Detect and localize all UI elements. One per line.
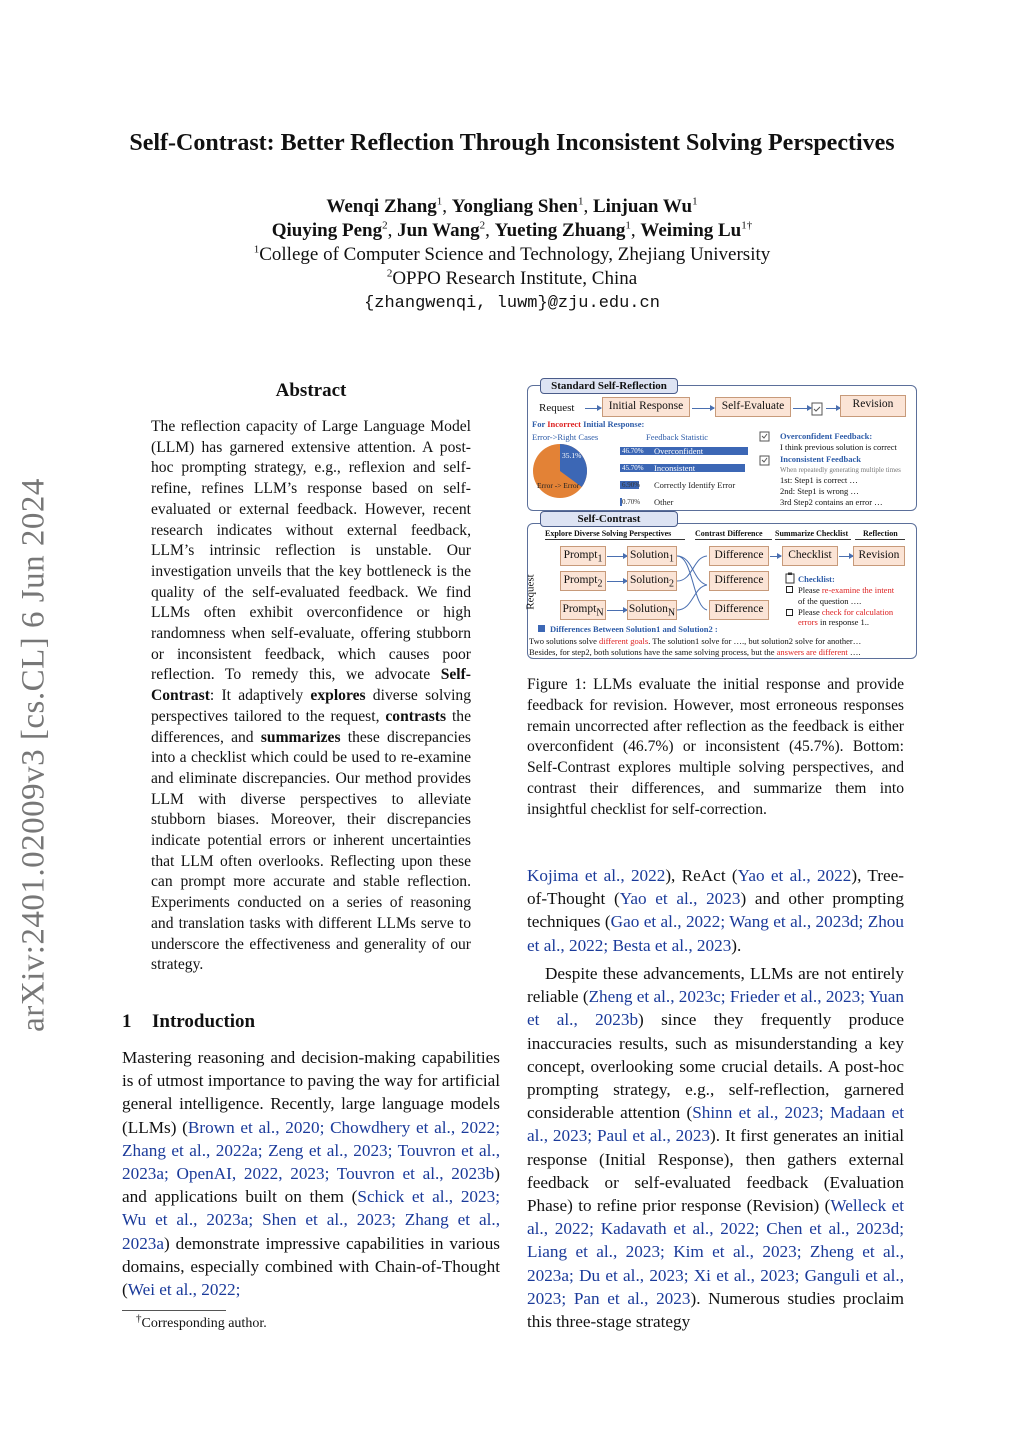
feedback-stat-title: Feedback Statistic [646,432,709,442]
prompt-node: Prompt$_N$ [560,600,606,620]
stage-header: Reflection [863,529,898,538]
author: Yueting Zhuang [494,220,626,241]
flow-arrow [585,408,601,409]
body-paragraph: Despite these advancements, LLMs are not entirely reliable (Zheng et al., 2023c; Frieder et al., 2023; Yuan et al., 2023b) since they frequently produce inaccuracies results, such as misunderstanding a key concept, overlooking some crucial details. A post-hoc prompting strategy, e.g., self-reflection, garnered considerable attention (Shinn et al., 2023; Madaan et al., 2023; Paul et al., 2023). It first generates an initial response (Initial Response), then gathers external feedback or self-evaluated feedback (Evaluation Phase) to refine prior response (Revision) (Welleck et al., 2022; Kadavath et al., 2022; Chen et al., 2023d; Liang et al., 2023; Kim et al., 2023; Zheng et al., 2023a; Du et al., 2023; Xi et al., 2023; Ganguli et al., 2023; Pan et al., 2023). Numerous studies proclaim this three-stage strategy [527,964,904,1332]
paper-title: Self-Contrast: Better Reflection Through Inconsistent Solving Perspectives [129,130,895,156]
checkbox-icon [759,431,771,443]
body-paragraph: Kojima et al., 2022), ReAct (Yao et al., 2022), Tree-of-Thought (Yao et al., 2023) and other prompting techniques (Gao et al., 2022; Wang et al., 2023d; Zhou et al., 2022; Besta et al., 2023). [527,866,904,955]
citation-link[interactable]: Zheng et al., 2023c; Frieder et al., 2023; Yuan et al., 2023b [527,987,904,1030]
difference-icon [537,624,547,634]
difference-node: Difference [709,600,769,620]
feedback-bar-percent: 6.90% [622,481,641,489]
author-email: {zhangwenqi, luwm}@zju.edu.cn [364,294,660,313]
affiliation-2: $^2$OPPO Research Institute, China [386,267,638,289]
checkbox-icon [786,586,794,594]
contrast-connectors [677,547,709,619]
footnote-rule [122,1310,226,1311]
citation-link[interactable]: Yao et al., 2023 [619,889,741,909]
pie-slice-label: Error -> Error [537,481,580,490]
checklist-heading: Checklist: [798,574,835,584]
affiliation-1: $^1$College of Computer Science and Technology, Zhejiang University [253,243,771,265]
checklist-node: Checklist [782,546,838,566]
citation-link[interactable]: Welleck et al., 2022; Kadavath et al., 2022; Chen et al., 2023d; Liang et al., 2023; Kim et al., 2023; Zheng et al., 2023a; Du et al., 2023; Xi et al., 2023; Ganguli et al., 2023; Pan et al., 2023 [527,1196,904,1308]
stage-rule [775,539,851,540]
citation-link[interactable]: Kojima et al., 2022 [527,866,666,885]
flow-arrow [770,556,781,557]
document-icon [811,401,825,417]
difference-node: Difference [709,571,769,591]
step-line: 1st: Step1 is correct … [780,475,858,485]
revision-node: Revision [840,395,906,417]
citation-link[interactable]: Wei et al., 2022; [127,1280,241,1300]
flow-arrow [839,556,853,557]
feedback-bar-label: Other [654,497,674,507]
stage-rule [545,539,685,540]
citation-link[interactable]: Yao et al., 2022 [737,866,852,885]
flow-arrow [607,610,627,611]
difference-node: Difference [709,546,769,566]
checklist-item: Please re-examine the intent [798,585,895,595]
difference-text: Two solutions solve different goals. The solution1 solve for …., but solution2 solve for another… [529,636,862,646]
flow-arrow [607,556,627,557]
inconsistent-sub: When repeatedly generating multiple times [780,466,901,474]
prompt-node: Prompt$_2$ [560,571,606,591]
self-evaluate-node: Self-Evaluate [715,397,791,417]
solution-node: Solution$_1$ [627,546,677,566]
solution-node: Solution$_2$ [627,571,677,591]
flow-arrow [607,581,627,582]
revision-node: Revision [853,546,905,566]
pie-percent: 35.1% [562,451,582,460]
feedback-bar-percent: 0.70% [622,498,641,506]
checkbox-icon [786,609,794,617]
author: Linjuan Wu [592,196,693,217]
author: Yongliang Shen [451,196,578,217]
citation-link[interactable]: Gao et al., 2022; Wang et al., 2023d; Zhou et al., 2022; Besta et al., 2023 [527,912,904,955]
abstract-heading: Abstract [275,380,347,401]
author: Qiuying Peng [271,220,383,241]
step-line: 2nd: Step1 is wrong … [780,486,859,496]
flow-arrow [692,408,714,409]
pie-title: Error->Right Cases [532,432,599,442]
citation-link[interactable]: Shinn et al., 2023; Madaan et al., 2023; Paul et al., 2023 [527,1103,904,1146]
inconsistent-title: Inconsistent Feedback [780,454,861,464]
difference-text: Besides, for step2, both solutions have the same solving process, but the answers are different …. [529,647,861,657]
author: Weiming Lu [640,220,742,241]
checklist-item: Please check for calculation errors in response 1.. [798,607,894,627]
step-line: 3rd Step2 contains an error … [780,497,883,507]
panel-title: Self-Contrast [540,511,678,527]
stage-header: Explore Diverse Solving Perspectives [545,529,672,538]
author: Wenqi Zhang [326,196,437,217]
flow-arrow [826,408,840,409]
panel-title: Standard Self-Reflection [540,378,678,394]
author: Jun Wang [397,220,480,241]
arxiv-stamp: arXiv:2401.02009v3 [cs.CL] 6 Jun 2024 [15,478,52,1032]
solution-node: Solution$_N$ [627,600,677,620]
stage-header: Summarize Checklist [775,529,849,538]
figure-1 [524,377,917,659]
author-line-2: Qiuying Peng$^2$, Jun Wang$^2$, Yueting Zhuang$^1$, Weiming $Lu^{1\dagger}$ [271,219,753,241]
feedback-bar-label: Overconfident [654,446,704,456]
checkbox-icon [759,455,771,467]
incorrect-label: For Incorrect Initial Response: [532,419,645,429]
overconfident-text: I think previous solution is correct [780,442,897,452]
footnote: †Corresponding author. [136,1312,267,1331]
overconfident-title: Overconfident Feedback: [780,431,873,441]
clipboard-icon [785,572,796,584]
abstract-text: The reflection capacity of Large Language Model (LLM) has garnered extensive attention. A post-hoc prompting strategy, e.g., reflexion and self-refine, refines LLM’s response based on self-evaluated or external feedback. However, recent research indicates without external feedback, LLM’s intrinsic reflection is unstable. Our investigation unveils that the key bottleneck is the quality of the self-evaluated feedback. We find LLMs often exhibit overconfidence or high randomness when self-evaluate, offering stubborn or inconsistent feedback, which causes poor reflection. To remedy this, we advocate Self-Contrast: It adaptively explores diverse solving perspectives tailored to the request, contrasts the differences, and summarizes these discrepancies into a checklist which could be used to re-examine and eliminate discrepancies. Our method provides LLM with diverse perspectives to alleviate stubborn biases. Moreover, their discrepancies indicate potential errors or inherent uncertainties that LLM often overlooks. Reflecting upon these can prompt more accurate and stable reflection. Experiments conducted on a series of reasoning and translation tasks with different LLMs serve to underscore the effectiveness and generality of our strategy. [151,418,471,974]
stage-rule [695,539,772,540]
initial-response-node: Initial Response [602,397,690,417]
author-line-1: Wenqi Zhang$^1$, Yongliang Shen$^1$, Linjuan Wu$^1$ [326,195,698,217]
stage-rule [855,539,905,540]
flow-arrow [793,408,811,409]
feedback-bar-percent: 45.70% [622,464,644,472]
feedback-bar-label: Correctly Identify Error [654,480,736,490]
checklist-item-cont: of the question …. [798,596,862,606]
section-heading: 1 Introduction [122,1011,256,1032]
request-label: Request [539,402,575,414]
citation-link[interactable]: Schick et al., 2023; Wu et al., 2023a; Shen et al., 2023; Zhang et al., 2023a [122,1187,500,1253]
difference-heading: Differences Between Solution1 and Solution2 : [550,624,718,634]
intro-paragraph: Mastering reasoning and decision-making capabilities is of utmost importance to paving the way for artificial general intelligence. Recently, large language models (LLMs) (Brown et al., 2020; Chowdhery et al., 2022; Zhang et al., 2022a; Zeng et al., 2023; Touvron et al., 2023a; OpenAI, 2022, 2023; Touvron et al., 2023b) and applications built on them (Schick et al., 2023; Wu et al., 2023a; Shen et al., 2023; Zhang et al., 2023a) demonstrate impressive capabilities in various domains, especially combined with Chain-of-Thought (Wei et al., 2022; [122,1048,501,1300]
stage-header: Contrast Difference [695,529,763,538]
feedback-bar-percent: 46.70% [622,447,644,455]
prompt-node: Prompt$_1$ [560,546,606,566]
request-vertical-label: Request [524,574,537,610]
feedback-bar-label: Inconsistent [654,463,696,473]
citation-link[interactable]: Brown et al., 2020; Chowdhery et al., 2022; Zhang et al., 2022a; Zeng et al., 2023; Touvron et al., 2023a; OpenAI, 2022, 2023; Touvron et al., 2023b [122,1117,501,1184]
figure-caption: Figure 1: LLMs evaluate the initial response and provide feedback for revision. However, most erroneous responses remain uncorrected after reflection as the feedback is either overconfident (46.7%) or inconsistent (45.7%). Bottom: Self-Contrast explores multiple solving perspectives, and contrast their differences, and summarize them into insightful checklist for self-correction. [527,676,904,818]
